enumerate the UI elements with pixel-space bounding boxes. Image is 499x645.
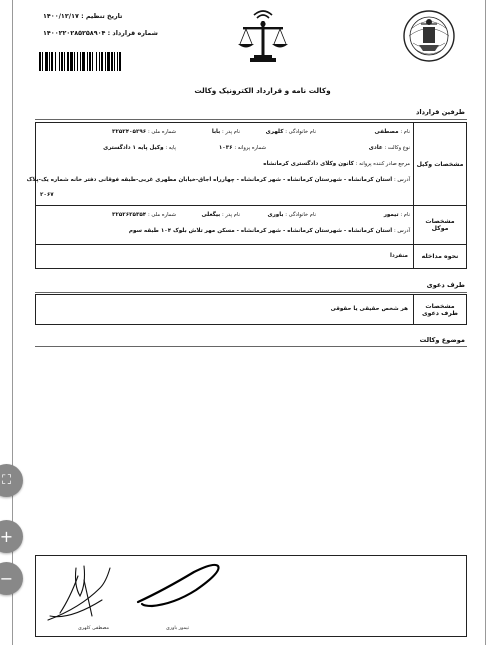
section-parties-title: طرفین قرارداد (415, 108, 465, 116)
client-label: مشخصات موکل (413, 206, 466, 244)
engagement-value: منفردا (389, 253, 408, 259)
minus-icon: − (0, 569, 14, 588)
lawyer-license: شماره پروانه : ۱۰۳۶ (218, 145, 266, 151)
lawyer-father: نام پدر : بابا (211, 129, 240, 135)
opponent-label: مشخصات طرف دعوی (413, 295, 466, 324)
header-meta (43, 12, 158, 46)
client-national-id: شماره ملی : ۳۲۵۲۶۲۵۳۵۴ (112, 212, 176, 218)
engagement-box (35, 245, 467, 269)
opponent-value: هر شخص حقیقی یا حقوقی (330, 306, 408, 312)
lawyer-national-id: شماره ملی : ۳۲۵۲۴۰۵۲۹۶ (112, 129, 176, 135)
client-details-box (35, 206, 467, 245)
divider (35, 119, 467, 120)
lawyer-name: نام : مصطفی (374, 129, 410, 135)
scales-of-justice-logo (235, 10, 291, 70)
client-name: نام : تیمور (383, 212, 410, 218)
client-signature (134, 560, 234, 610)
client-father: نام پدر : بیگعلی (201, 212, 240, 218)
barcode-stripe (119, 52, 121, 71)
lawyer-grade: پایه : وکیل پایه ۱ دادگستری (103, 145, 176, 151)
lawyer-address: آدرس : استان کرمانشاه - شهرستان کرمانشاه - شهر کرمانشاه - چهارراه اجاق-خیابان مطهری غربی-طبقه فوقانی دفتر خانه شماره یک-پلاک (26, 177, 410, 183)
section-subject-title: موضوع وکالت (419, 336, 465, 344)
document-page (12, 0, 486, 645)
lawyer-address-cont: ۲۰۶۷ (40, 192, 54, 198)
divider (35, 346, 467, 347)
client-address: آدرس : استان کرمانشاه - شهرستان کرمانشاه - شهر کرمانشاه - مسکن مهر تلاش بلوک ۱۰۴ طبقه سوم (128, 228, 410, 234)
opponent-box (35, 294, 467, 325)
engagement-label: نحوه مداخله (413, 245, 466, 268)
divider (35, 292, 467, 293)
barcode (39, 52, 163, 71)
client-family: نام خانوادگی : باوری (267, 212, 316, 218)
plus-icon: + (0, 527, 14, 546)
lawyer-family: نام خانوادگی : کلهری (265, 129, 316, 135)
fullscreen-icon: ⛶ (1, 473, 12, 488)
contract-number-line: شماره قرارداد : ۱۴۰۰۲۲۰۲۸۵۲۵۸۹۰۴ (43, 29, 158, 37)
bar-association-emblem (401, 9, 457, 63)
lawyer-label: مشخصات وکیل (413, 123, 466, 205)
lawyer-signature-name: مصطفی کلهری (78, 626, 110, 631)
signature-box (35, 555, 467, 637)
lawyer-signature (40, 558, 130, 628)
client-signature-name: تیمور باوری (166, 626, 190, 631)
date-line: تاریخ تنظیم : ۱۴۰۰/۱۲/۱۷ (43, 12, 123, 20)
lawyer-license-issuer: مرجع صادر کننده پروانه : کانون وکلای دادگستری کرمانشاه (263, 161, 410, 167)
lawyer-details-box (26, 122, 467, 206)
section-opponent-title: طرف دعوی (426, 281, 465, 289)
document-title: وکالت نامه و قرارداد الکترونیک وکالت (194, 86, 331, 95)
lawyer-type: نوع وکالت : عادی (368, 145, 410, 151)
